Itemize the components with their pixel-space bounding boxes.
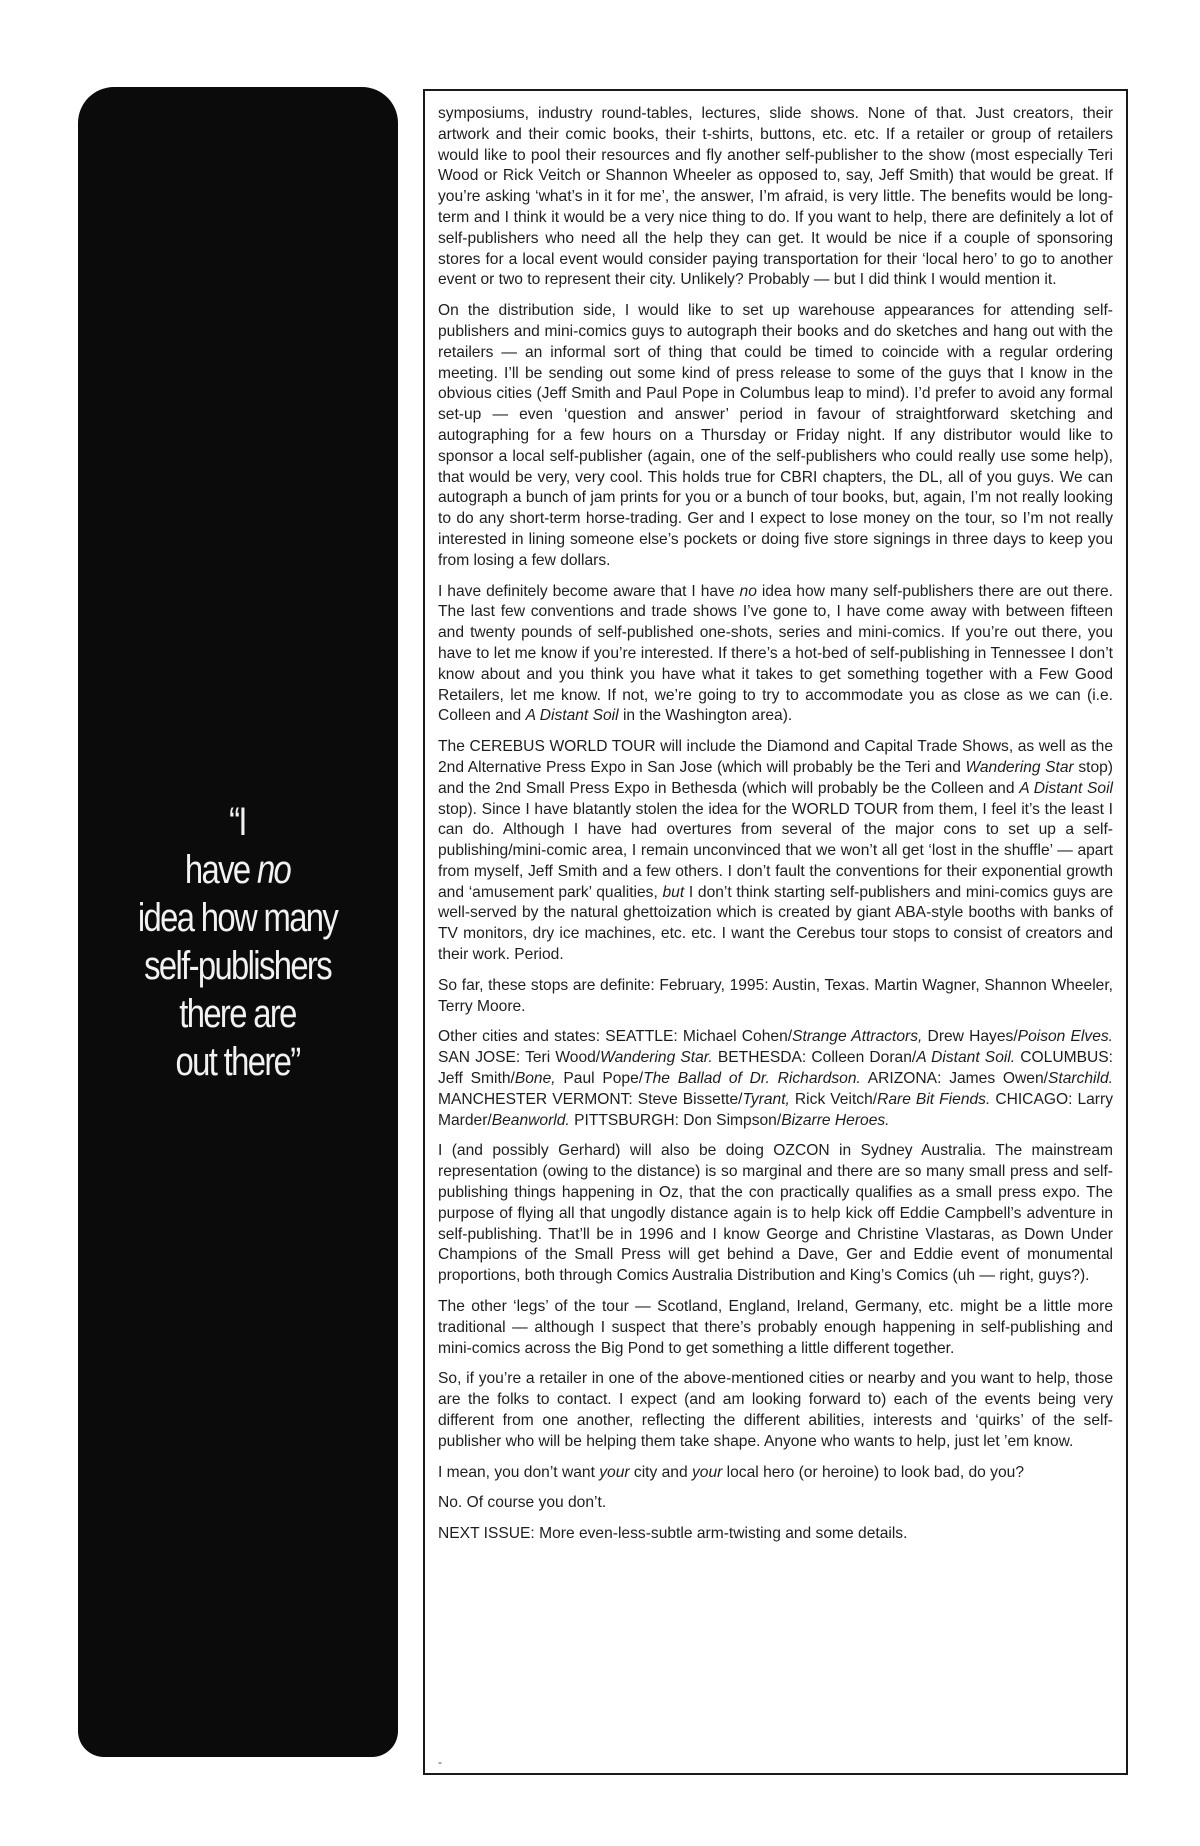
text-run: I (and possibly Gerhard) will also be doing OZCON in Sydney Australia. The mainstream representation (owing to the distance) is so marginal and there are so many small press and self-publishing things happening in Oz, that the con practically qualifies as a small press expo. The purpose of flying all that ungodly distance again is to help kick off Eddie Campbell’s adventure in self-publishing. That’ll be in 1996 and I know George and Christine Vlastaras, as Down Under Champions of the Small Press will get behind a Dave, Ger and Eddie event of monumental proportions, both through Comics Australia Distribution and King’s Comics (uh — right, guys?).: [438, 1142, 1113, 1285]
italic-title: A Distant Soil: [1019, 779, 1113, 797]
pull-quote-text: “I: [229, 800, 247, 844]
text-run: ARIZONA: James Owen/: [860, 1070, 1048, 1088]
text-run: idea how many self-publishers there are out there. The last few conventions and trade shows I’ve gone to, I have come away with between fifteen and twenty pounds of self-published one-shots, series and mini-comics. If you’re out there, you have to let me know if you’re interested. If there’s a hot-bed of self-publishing in Tennessee I don’t know about and you think you have what it takes to get something together with a Few Good Retailers, let me know. If not, we’re going to try to accommodate you as close as we can (i.e. Colleen and: [438, 582, 1113, 725]
italic-title: no: [739, 582, 757, 600]
italic-title: A Distant Soil: [525, 707, 619, 725]
article-text-box: [423, 89, 1128, 1775]
text-run: in the Washington area).: [618, 707, 793, 725]
pull-quote: [138, 798, 337, 1086]
text-run: COLUMBUS: Jeff Smith/: [438, 1049, 1113, 1088]
article-paragraph: [438, 104, 1113, 291]
pull-quote-emphasis: no: [257, 848, 291, 892]
italic-title: Beanworld.: [491, 1111, 570, 1129]
article-paragraph: [438, 1524, 1113, 1545]
text-run: I mean, you don’t want: [438, 1463, 600, 1481]
pull-quote-text: out there”: [175, 1040, 300, 1084]
text-run: NEXT ISSUE: More even-less-subtle arm-twisting and some details.: [438, 1525, 908, 1543]
text-run: Rick Veitch/: [789, 1090, 878, 1108]
article-paragraph: [438, 1369, 1113, 1452]
italic-title: your: [599, 1463, 630, 1481]
pull-quote-panel: [78, 87, 398, 1757]
text-run: stop). Since I have blatantly stolen the idea for the WORLD TOUR from them, I feel it’s the least I can do. Although I have had overtures from several of the major cons to set up a self-publishing/mini-comic area, I remain unconvinced that we won’t all get ‘lost in the shuffle’ — apart from myself, Jeff Smith and a few others. I don’t fault the conventions for their exponential growth and ‘amusement park’ qualities,: [438, 800, 1113, 901]
text-run: symposiums, industry round-tables, lectures, slide shows. None of that. Just creators, their artwork and their comic books, their t-shirts, buttons, etc. etc. If a retailer or group of retailers would like to pool their resources and fly another self-publisher to the show (most especially Teri Wood or Rick Veitch or Shannon Wheeler as opposed to, say, Jeff Smith) that would be great. If you’re asking ‘what’s in it for me’, the answer, I’m afraid, is very little. The benefits would be long-term and I think it would be a very nice thing to do. If you want to help, there are definitely a lot of self-publishers who need all the help they can get. It would be nice if a couple of sponsoring stores for a local event would consider paying transportation for their ‘local hero’ to go to another event or two to represent their city. Unlikely? Probably — but I did think I would mention it.: [438, 105, 1113, 289]
pull-quote-line: [138, 942, 337, 990]
italic-title: Rare Bit Fiends.: [877, 1090, 991, 1108]
pull-quote-line: [138, 1038, 337, 1086]
text-run: I don’t think starting self-publishers and mini-comics guys are well-served by the natural ghettoization which is created by giant ABA-style booths with banks of TV monitors, dry ice machines, etc. etc. I want the Cerebus tour stops to consist of creators and their work. Period.: [438, 883, 1113, 964]
text-run: SAN JOSE: Teri Wood/: [438, 1049, 601, 1067]
italic-title: Wandering Star.: [600, 1049, 713, 1067]
text-run: No. Of course you don’t.: [438, 1494, 607, 1512]
italic-title: your: [691, 1463, 723, 1481]
italic-title: but: [662, 883, 685, 901]
article-paragraph: [438, 1297, 1113, 1359]
italic-title: Starchild.: [1047, 1070, 1113, 1088]
article-body: [438, 104, 1113, 1545]
text-run: On the distribution side, I would like to set up warehouse appearances for attending self-publishers and mini-comics guys to autograph their books and do sketches and hang out with the retailers — an informal sort of thing that could be timed to coincide with a regular ordering meeting. I’ll be sending out some kind of press release to some of the guys that I know in the obvious cities (Jeff Smith and Paul Pope in Columbus leap to mind). I’d prefer to avoid any formal set-up — even ‘question and answer’ period in favour of straightforward sketching and autographing for a few hours on a Thursday or Friday night. If any distributor would like to sponsor a local self-publisher (again, one of the self-publishers who could really use some help), that would be very, very cool. This holds true for CBRI chapters, the DL, all of you guys. We can autograph a bunch of jam prints for you or a bunch of tour books, but, again, I’m not really looking to do any short-term horse-trading. Ger and I expect to lose money on the tour, so I’m not really interested in lining someone else’s pockets or doing five store signings in three days to keep you from losing a few dollars.: [438, 302, 1113, 569]
article-paragraph: [438, 582, 1113, 728]
text-run: I have definitely become aware that I have: [438, 582, 740, 600]
text-run: MANCHESTER VERMONT: Steve Bissette/: [438, 1090, 743, 1108]
text-run: local hero (or heroine) to look bad, do you?: [722, 1463, 1024, 1481]
pull-quote-line: [138, 798, 337, 846]
text-run: Drew Hayes/: [922, 1028, 1018, 1046]
article-paragraph: [438, 1463, 1113, 1484]
article-paragraph: [438, 976, 1113, 1018]
text-run: The other ‘legs’ of the tour — Scotland, England, Ireland, Germany, etc. might be a little more traditional — although I suspect that there’s probably enough happening in self-publishing and mini-comics across the Big Pond to get something a little different together.: [438, 1298, 1113, 1357]
text-run: BETHESDA: Colleen Doran/: [712, 1049, 917, 1067]
text-run: Other cities and states: SEATTLE: Michael Cohen/: [438, 1028, 793, 1046]
italic-title: A Distant Soil.: [916, 1049, 1016, 1067]
italic-title: Bone,: [514, 1070, 556, 1088]
text-run: So far, these stops are definite: February, 1995: Austin, Texas. Martin Wagner, Shannon Wheeler, Terry Moore.: [438, 976, 1113, 1015]
pull-quote-line: [138, 846, 337, 894]
article-paragraph: [438, 301, 1113, 571]
article-paragraph: [438, 737, 1113, 966]
article-paragraph: [438, 1141, 1113, 1287]
text-run: PITTSBURGH: Don Simpson/: [569, 1111, 782, 1129]
text-run: So, if you’re a retailer in one of the above-mentioned cities or nearby and you want to help, those are the folks to contact. I expect (and am looking forward to) each of the events being very different from one another, reflecting the different abilities, interests and ‘quirks’ of the self-publisher who will be helping them take shape. Anyone who wants to help, just let ’em know.: [438, 1370, 1113, 1450]
italic-title: The Ballad of Dr. Richardson.: [643, 1070, 861, 1088]
italic-title: Strange Attractors,: [792, 1028, 923, 1046]
text-run: city and: [629, 1463, 692, 1481]
pull-quote-text: have: [185, 848, 258, 892]
article-paragraph: [438, 1027, 1113, 1131]
end-mark: -: [438, 1755, 442, 1769]
pull-quote-line: [138, 894, 337, 942]
text-run: The CEREBUS WORLD TOUR will include the Diamond and Capital Trade Shows, as well as the 2nd Alternative Press Expo in San Jose (which will probably be the Teri and: [438, 738, 1113, 776]
italic-title: Bizarre Heroes.: [781, 1111, 890, 1129]
italic-title: Tyrant,: [742, 1090, 790, 1108]
pull-quote-text: there are: [179, 992, 297, 1036]
text-run: Paul Pope/: [555, 1070, 644, 1088]
pull-quote-text: self-publishers: [144, 944, 332, 988]
italic-title: Poison Elves.: [1017, 1028, 1113, 1046]
pull-quote-line: [138, 990, 337, 1038]
text-run: stop) and the 2nd Small Press Expo in Bethesda (which will probably be the Colleen and: [438, 758, 1114, 797]
text-run: CHICAGO: Larry Marder/: [438, 1090, 1113, 1129]
pull-quote-text: idea how many: [138, 896, 338, 940]
italic-title: Wandering Star: [965, 758, 1074, 776]
article-paragraph: [438, 1493, 1113, 1514]
